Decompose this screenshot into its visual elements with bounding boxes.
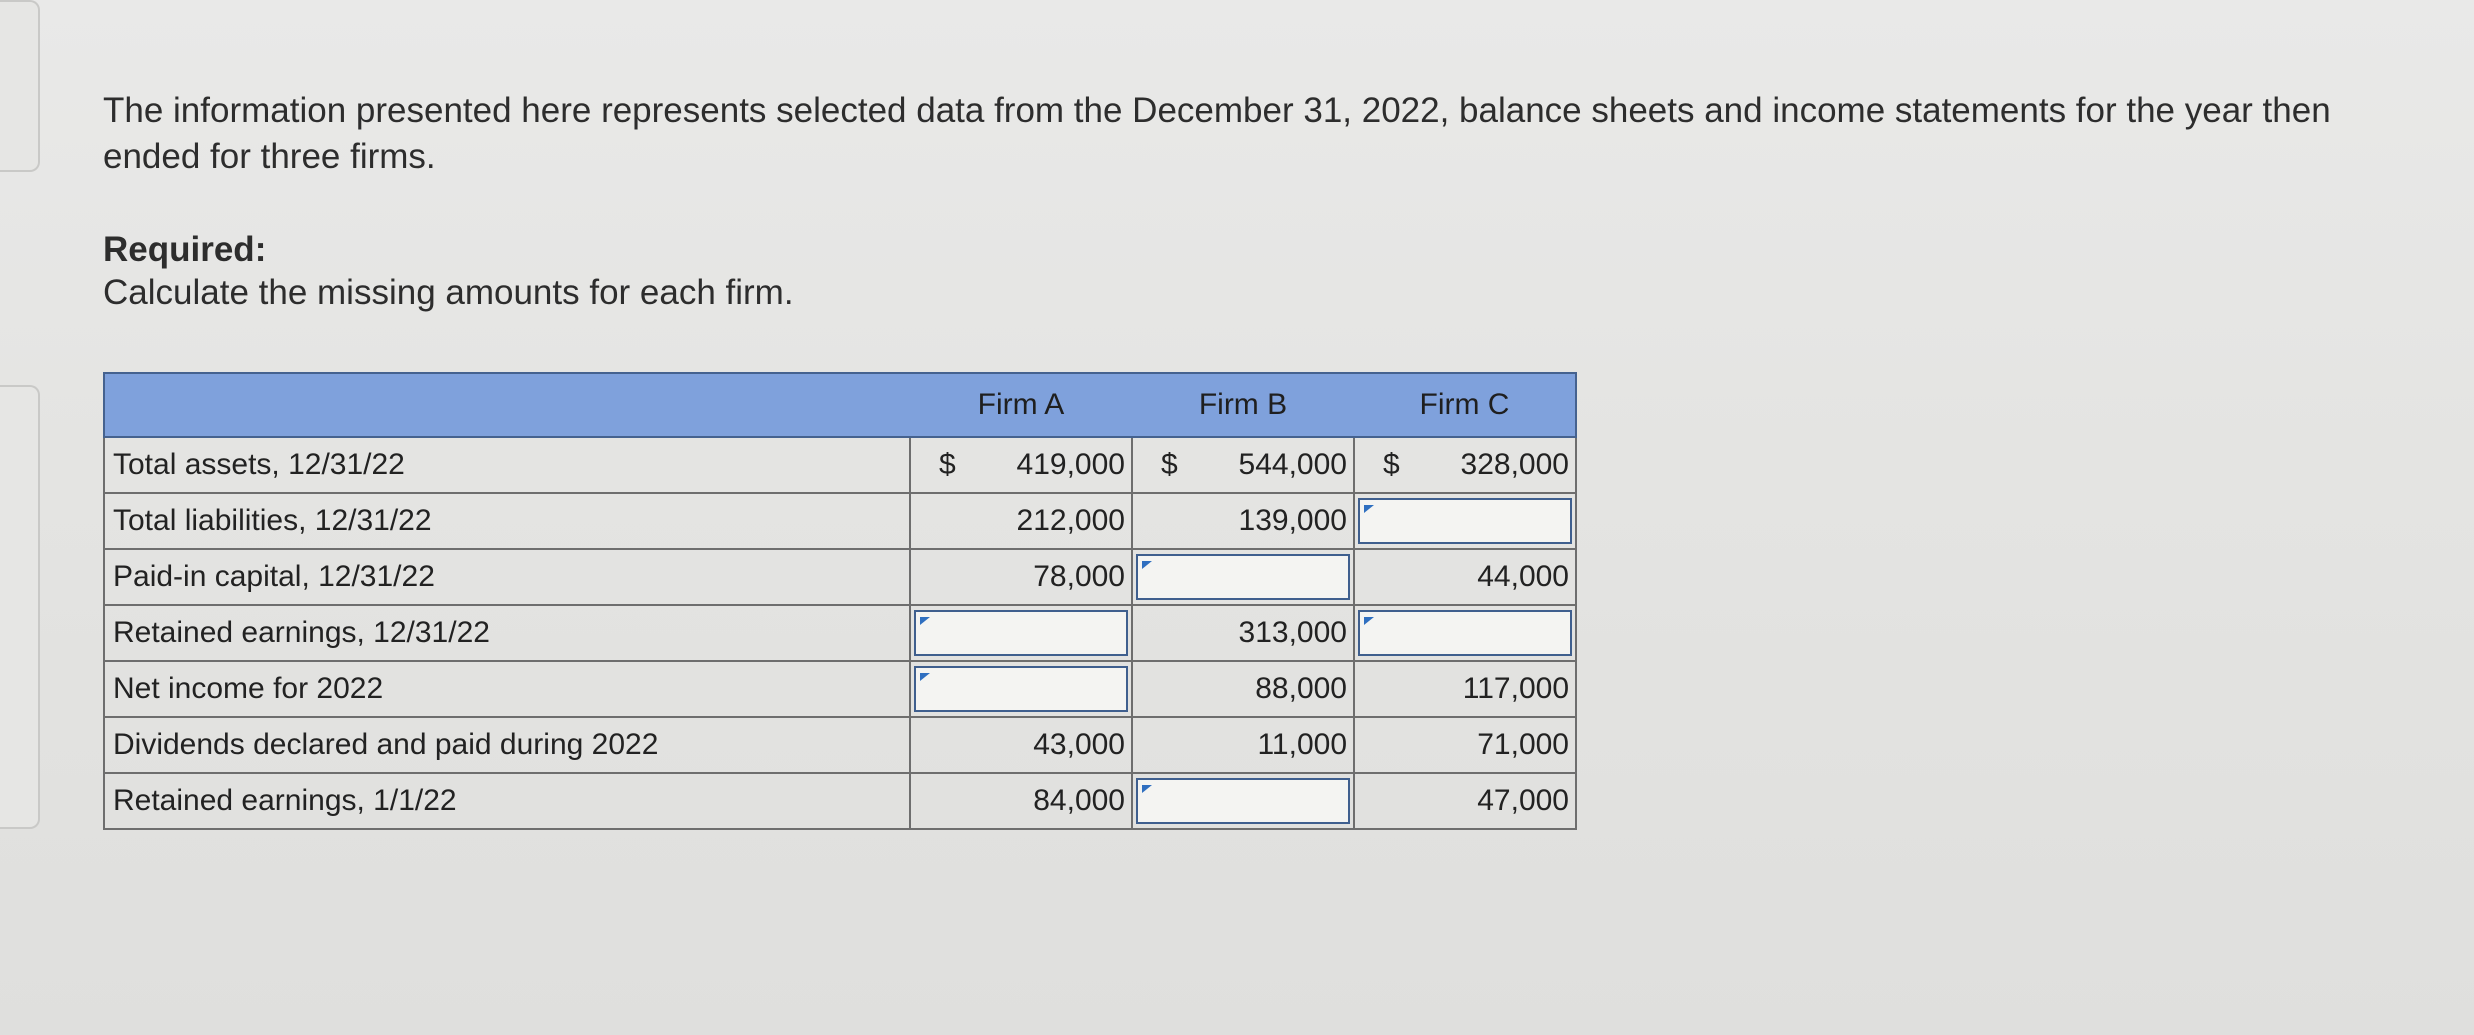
firm-b-dividends bbox=[1132, 717, 1354, 773]
firm-b-net-income bbox=[1132, 661, 1354, 717]
cell-value: 88,000 bbox=[1255, 672, 1347, 705]
cell-value: 139,000 bbox=[1238, 504, 1347, 537]
cell-value: 71,000 bbox=[1477, 728, 1569, 761]
row-label: Dividends declared and paid during 2022 bbox=[104, 717, 910, 773]
cell-value: 328,000 bbox=[1460, 448, 1569, 481]
firm-a-paid-in-capital bbox=[910, 549, 1132, 605]
firm-a-net-income-cell bbox=[910, 661, 1132, 717]
cell-value: 84,000 bbox=[1033, 784, 1125, 817]
firm-c-retained-earnings-begin bbox=[1354, 773, 1576, 829]
header-firm-b: Firm B bbox=[1132, 373, 1354, 437]
firm-b-paid-in-capital-input[interactable] bbox=[1136, 554, 1350, 600]
firm-c-paid-in-capital bbox=[1354, 549, 1576, 605]
left-edge-tab-top bbox=[0, 0, 40, 172]
row-label: Retained earnings, 1/1/22 bbox=[104, 773, 910, 829]
cell-value: 212,000 bbox=[1016, 504, 1125, 537]
firm-a-retained-earnings-end-input[interactable] bbox=[914, 610, 1128, 656]
firm-a-total-assets bbox=[910, 437, 1132, 493]
row-label: Retained earnings, 12/31/22 bbox=[104, 605, 910, 661]
dollar-sign: $ bbox=[1161, 448, 1178, 481]
row-label: Total assets, 12/31/22 bbox=[104, 437, 910, 493]
dollar-sign: $ bbox=[939, 448, 956, 481]
answer-flag-icon bbox=[920, 617, 930, 625]
table-row bbox=[104, 661, 1576, 717]
firm-a-retained-earnings-end-cell bbox=[910, 605, 1132, 661]
firm-b-retained-earnings-end bbox=[1132, 605, 1354, 661]
table-row bbox=[104, 549, 1576, 605]
left-edge-tab-middle bbox=[0, 385, 40, 829]
firm-c-net-income bbox=[1354, 661, 1576, 717]
table-row bbox=[104, 493, 1576, 549]
header-firm-c: Firm C bbox=[1354, 373, 1576, 437]
firm-c-total-liabilities-cell bbox=[1354, 493, 1576, 549]
required-instruction: Calculate the missing amounts for each firm. bbox=[103, 273, 794, 312]
firm-c-total-liabilities-input[interactable] bbox=[1358, 498, 1572, 544]
firm-a-net-income-input[interactable] bbox=[914, 666, 1128, 712]
table-row bbox=[104, 773, 1576, 829]
cell-value: 44,000 bbox=[1477, 560, 1569, 593]
table-row bbox=[104, 605, 1576, 661]
row-label: Paid-in capital, 12/31/22 bbox=[104, 549, 910, 605]
table-row bbox=[104, 437, 1576, 493]
firm-c-retained-earnings-end-input[interactable] bbox=[1358, 610, 1572, 656]
cell-value: 43,000 bbox=[1033, 728, 1125, 761]
firm-a-total-liabilities bbox=[910, 493, 1132, 549]
firm-a-retained-earnings-begin bbox=[910, 773, 1132, 829]
row-label: Net income for 2022 bbox=[104, 661, 910, 717]
firm-data-table bbox=[103, 372, 1577, 830]
row-label: Total liabilities, 12/31/22 bbox=[104, 493, 910, 549]
table-header-row bbox=[104, 373, 1576, 437]
answer-flag-icon bbox=[1142, 561, 1152, 569]
firm-b-retained-earnings-begin-input[interactable] bbox=[1136, 778, 1350, 824]
firm-b-paid-in-capital-cell bbox=[1132, 549, 1354, 605]
cell-value: 117,000 bbox=[1462, 672, 1569, 705]
firm-c-dividends bbox=[1354, 717, 1576, 773]
header-firm-a: Firm A bbox=[910, 373, 1132, 437]
cell-value: 544,000 bbox=[1238, 448, 1347, 481]
cell-value: 313,000 bbox=[1238, 616, 1347, 649]
firm-c-total-assets bbox=[1354, 437, 1576, 493]
table-row bbox=[104, 717, 1576, 773]
answer-flag-icon bbox=[1142, 785, 1152, 793]
firm-a-dividends bbox=[910, 717, 1132, 773]
firm-b-total-assets bbox=[1132, 437, 1354, 493]
firm-c-retained-earnings-end-cell bbox=[1354, 605, 1576, 661]
answer-flag-icon bbox=[1364, 505, 1374, 513]
cell-value: 78,000 bbox=[1033, 560, 1125, 593]
answer-flag-icon bbox=[1364, 617, 1374, 625]
cell-value: 47,000 bbox=[1477, 784, 1569, 817]
answer-flag-icon bbox=[920, 673, 930, 681]
dollar-sign: $ bbox=[1383, 448, 1400, 481]
cell-value: 419,000 bbox=[1016, 448, 1125, 481]
problem-intro: The information presented here represents selected data from the December 31, 2022, balance sheets and income statements for the year then ended for three firms. bbox=[103, 91, 2331, 176]
header-label-cell bbox=[104, 373, 910, 437]
firm-b-total-liabilities bbox=[1132, 493, 1354, 549]
cell-value: 11,000 bbox=[1257, 728, 1347, 761]
required-label: Required: bbox=[103, 230, 267, 269]
firm-b-retained-earnings-begin-cell bbox=[1132, 773, 1354, 829]
